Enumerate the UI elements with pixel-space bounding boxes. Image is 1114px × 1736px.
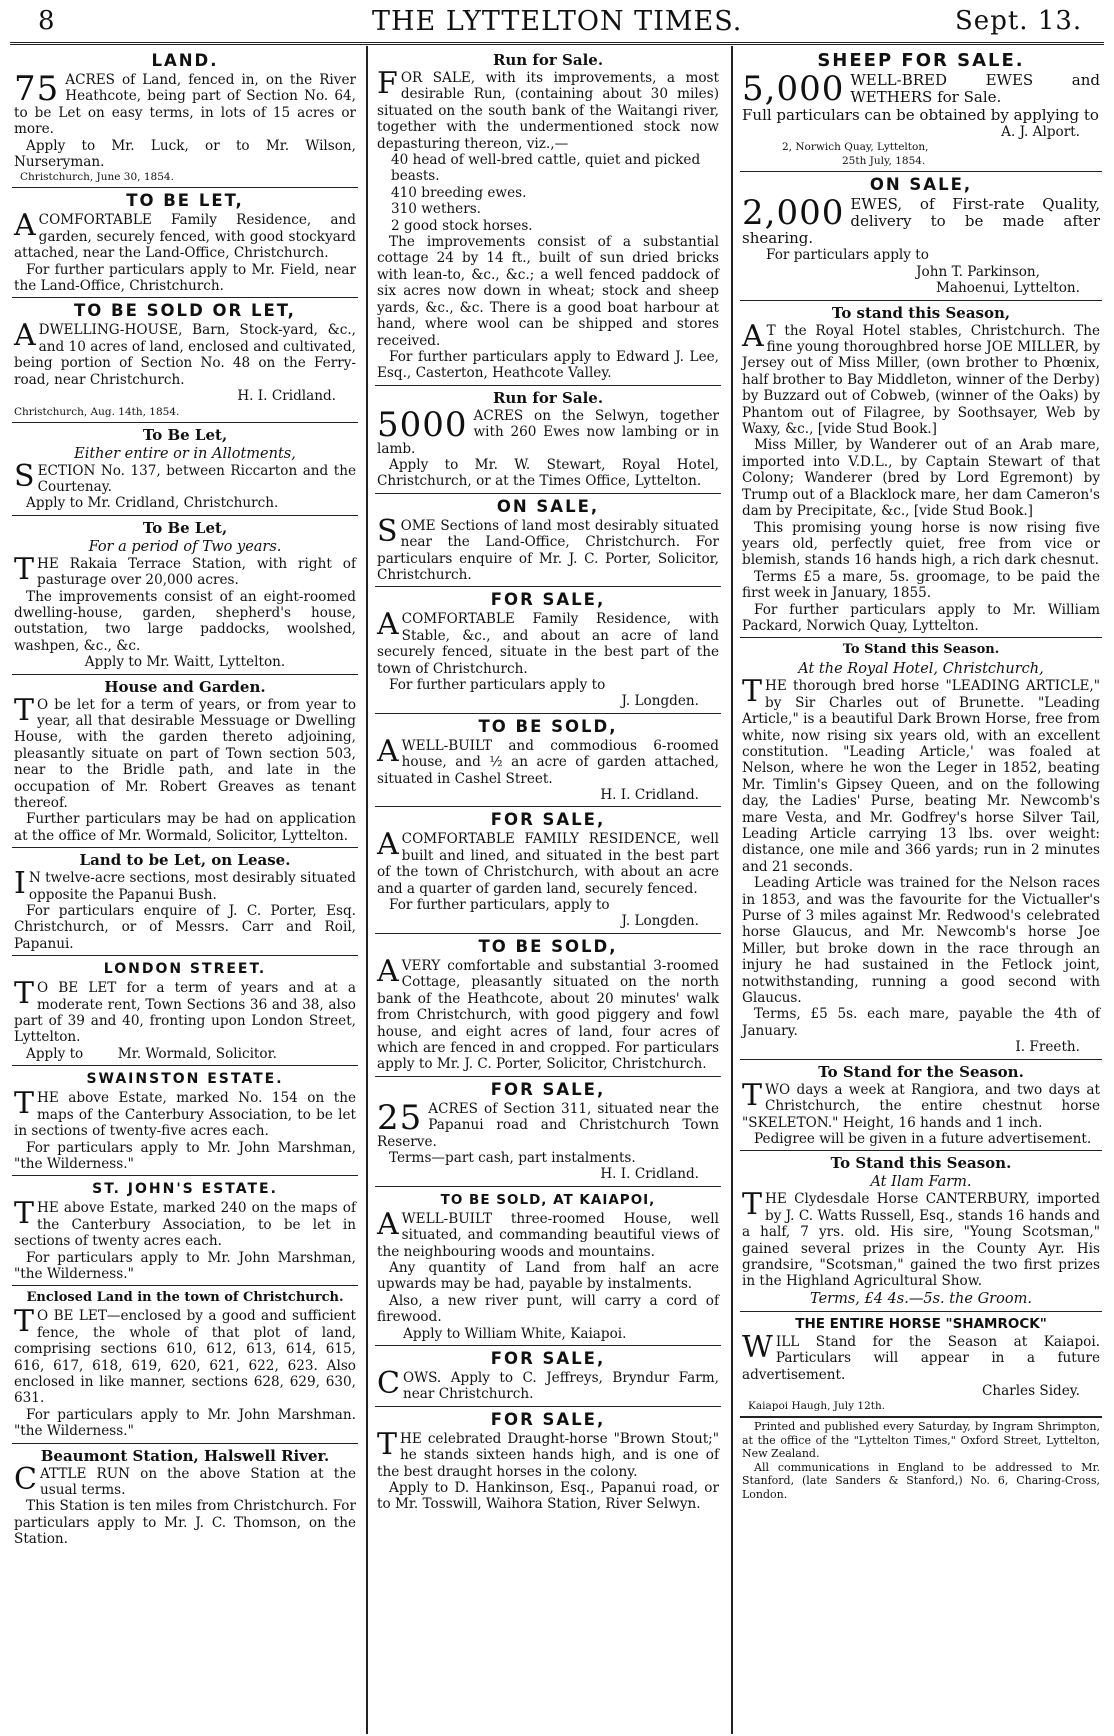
stock-item: 310 wethers.	[391, 201, 482, 218]
ad-text: O BE LET—enclosed by a good and sufficient fence, the whole of that plot of land, comprising sections 610, 612, 613, 614, 615, 616, 617, 618, 619, 620, 621, 622, 623. Also enclosed in like manner, sections 628, 629, 630, 631.	[14, 1308, 356, 1407]
column-2	[375, 48, 721, 1732]
ad-for-sale-section-311	[375, 1077, 721, 1187]
ad-text: For further particulars apply to Mr. William Packard, Norwich Quay, Lyttelton.	[742, 601, 1100, 634]
drop-cap: A	[377, 607, 399, 643]
ad-heading: ON SALE,	[869, 175, 973, 195]
ad-heading: FOR SALE,	[490, 1079, 606, 1099]
drop-cap: C	[377, 1366, 400, 1401]
ad-signature: A. J. Alport.	[1001, 124, 1080, 140]
ad-text: OME Sections of land most desirably situated near the Land-Office, Christchurch. For particulars enquire of Mr. J. C. Porter, Solicitor, Christchurch.	[377, 517, 719, 583]
column-divider	[366, 46, 368, 1734]
ad-text: Leading Article was trained for the Nelson races in 1853, and was the favourite for the Victualler's Purse of 3 miles against Mr. Redwood's celebrated horse Glaucus, and Mr. Newcomb's horse Joe Miller, but broke down in the race through an injury he had sustained in the Fetlock joint, notwithstanding, running a good second with Glaucus.	[742, 875, 1100, 1007]
ad-heading: TO BE LET,	[126, 191, 244, 211]
ad-text: For particulars apply to Mr. John Marshman, "the Wilderness."	[14, 1249, 356, 1282]
ad-text: For further particulars, apply to	[389, 897, 610, 914]
ad-heading: SHEEP FOR SALE.	[817, 50, 1025, 71]
ad-text: Further particulars may be had on application at the office of Mr. Wormald, Solicitor, Lyttelton.	[14, 811, 356, 844]
drop-cap: T	[14, 692, 35, 728]
column-divider	[731, 46, 733, 1734]
ad-lease	[12, 848, 358, 956]
ad-to-be-sold-cottage	[375, 934, 721, 1077]
ad-text: VERY comfortable and substantial 3-roomed Cottage, pleasantly situated on the north bank of the Heathcote, about 20 minutes' walk from Christchurch, with good piggery and fowl house, and eight acres of land, four acres of which are fenced in and cropped. For particulars apply to Mr. J. C. Porter, Solicitor, Christchurch.	[377, 957, 719, 1073]
ad-text: ECTION No. 137, between Riccarton and the Courtenay.	[37, 462, 356, 495]
drop-cap: I	[14, 866, 26, 902]
imprint-text: Printed and published every Saturday, by Ingram Shrimpton, at the office of the "Lyttelton Times," Oxford Street, Lyttelton, New Zealand.	[742, 1420, 1100, 1461]
drop-cap: A	[377, 953, 399, 989]
stock-item: 2 good stock horses.	[391, 217, 533, 234]
ad-on-sale	[375, 494, 721, 588]
issue-date: Sept. 13.	[955, 6, 1083, 36]
ad-text: ATTLE RUN on the above Station at the usual terms.	[39, 1465, 356, 1498]
page-header	[0, 0, 1114, 40]
ad-heading: FOR SALE,	[490, 810, 606, 830]
ad-for-sale-cows	[375, 1346, 721, 1407]
ad-text: For particulars apply to Mr. John Marshman. "the Wilderness."	[14, 1406, 356, 1440]
drop-cap: T	[742, 674, 763, 710]
ad-subheading: Either entire or in Allotments,	[74, 445, 296, 462]
ad-dateline: 25th July, 1854.	[842, 155, 926, 168]
ad-rakaia	[12, 516, 358, 675]
ad-text: The improvements consist of an eight-roomed dwelling-house, garden, shepherd's house, outstation, two large paddocks, woolshed, washpen, &c., &c.	[14, 588, 356, 654]
ad-kaiapoi-house	[375, 1187, 721, 1346]
ad-text: Apply to Mr. Luck, or to Mr. Wilson, Nurseryman.	[14, 137, 356, 171]
ad-text: HE Rakaia Terrace Station, with right of pasturage over 20,000 acres.	[37, 555, 356, 589]
drop-cap: T	[14, 551, 35, 587]
ad-text: ACRES of Land, fenced in, on the River Heathcote, being part of Section No. 64, to be Let on easy terms, in lots of 15 acres or more.	[14, 72, 356, 138]
ad-heading: ON SALE,	[496, 496, 600, 516]
ad-heading: Enclosed Land in the town of Christchurch.	[26, 1290, 344, 1306]
ad-signature: Mahoenui, Lyttelton.	[935, 280, 1080, 297]
ad-dateline: Christchurch, June 30, 1854.	[20, 171, 174, 184]
ad-text: O BE LET for a term of years and at a moderate rent, Town Sections 36 and 38, also part of 39 and 40, fronting upon London Street, Lyttelton.	[14, 980, 356, 1046]
drop-cap: F	[377, 66, 398, 101]
ad-text: ACRES on the Selwyn, together with 260 Ewes now lambing or in lamb.	[377, 407, 719, 457]
ad-signature: I. Freeth.	[1015, 1039, 1080, 1056]
ad-heading: LONDON STREET.	[103, 961, 267, 978]
ad-run-for-sale	[375, 48, 721, 386]
ad-for-sale-residence	[375, 587, 721, 713]
drop-cap: S	[377, 513, 398, 549]
ad-swainston	[12, 1066, 358, 1176]
ad-joe-miller	[740, 301, 1102, 639]
column-3	[740, 48, 1102, 1732]
ad-house-garden	[12, 675, 358, 849]
ad-text: WELL-BUILT and commodious 6-roomed house, and ½ an acre of garden attached, situated in Cashel Street.	[377, 737, 719, 787]
ad-heading: FOR SALE,	[490, 590, 606, 610]
ad-text: WO days a week at Rangiora, and two days at Christchurch, the entire chestnut horse "SKELETON." Height, 16 hands and 1 inch.	[742, 1081, 1100, 1131]
ad-beaumont	[12, 1444, 358, 1551]
ad-signature: J. Longden.	[621, 693, 699, 710]
drop-cap: W	[742, 1329, 773, 1365]
drop-cap: A	[14, 318, 36, 354]
ad-text: HE thorough bred horse "LEADING ARTICLE," by Sir Charles out of Brunette. "Leading Article," is a beautiful Dark Brown Horse, free from white, now rising six years old, with an excellent constitution. "Leading Article,' was foaled at Nelson, where he won the Leger in 1852, beating Mr. Timlin's Gipsey Queen, and on the following day, the Ladies' Purse, beating Mr. Newcomb's mare Vesta, and Mr. Godfrey's horse Silver Tail, Leading Article carrying 13 lbs. over weight: distance, one mile and 366 yards; run in 2 minutes and 21 seconds.	[742, 678, 1100, 875]
stock-item: 410 breeding ewes.	[391, 184, 527, 201]
drop-cap: A	[377, 1206, 399, 1242]
ad-london-street	[12, 956, 358, 1066]
ad-dateline: Christchurch, Aug. 14th, 1854.	[14, 405, 180, 418]
ad-enclosed-land	[12, 1286, 358, 1443]
ad-heading: TO BE SOLD, AT KAIAPOI,	[440, 1191, 656, 1208]
drop-cap: T	[14, 1086, 35, 1122]
ad-text: O be let for a term of years, or from year to year, all that desirable Messuage or Dwelling House, with the garden thereto adjoining, pleasantly situate on part of Town section 503, near to the Bridle path, and late in the occupation of Mr. Robert Greaves as tenant thereof.	[14, 696, 356, 811]
ad-heading: TO BE SOLD OR LET,	[74, 301, 296, 321]
ad-signature: H. I. Cridland.	[600, 787, 699, 804]
ad-text: Terms—part cash, part instalments.	[389, 1149, 636, 1166]
ad-text: Terms £5 a mare, 5s. groomage, to be paid the first week in January, 1855.	[742, 568, 1100, 602]
ad-text: Apply to Mr. Waitt, Lyttelton.	[84, 654, 286, 671]
drop-cap: S	[14, 458, 35, 494]
ad-land	[12, 48, 358, 188]
drop-cap: T	[14, 1196, 35, 1232]
ad-heading: To Stand this Season.	[830, 1154, 1012, 1173]
ad-text: OWS. Apply to C. Jeffreys, Bryndur Farm, near Christchurch.	[402, 1370, 719, 1403]
ad-st-johns	[12, 1176, 358, 1286]
ad-text: Full particulars can be obtained by applying to	[742, 106, 1099, 124]
ad-text: Apply to Mr. Cridland, Christchurch.	[26, 495, 279, 512]
drop-cap: C	[14, 1461, 37, 1497]
ad-text: The improvements consist of a substantial cottage 24 by 14 ft., built of sun dried bricks with lean-to, &c., &c.; a well fenced paddock of six acres now down in wheat; stock and sheep yards, &c., &c. There is a good boat harbour at hand, where wool can be shipped and stores received.	[377, 234, 719, 349]
ad-text: For particulars enquire of J. C. Porter, Esq. Christchurch, or of Messrs. Carr and Roil, Papanui.	[14, 903, 356, 952]
ad-sheep-for-sale	[740, 48, 1102, 172]
ad-text: This promising young horse is now rising five years old, perfectly quiet, free from vice or blemish, stands 16 hands high, a rich dark chesnut.	[742, 519, 1100, 569]
page-number: 8	[38, 6, 55, 36]
column-1	[12, 48, 358, 1732]
ad-number: 5000	[377, 404, 468, 445]
ad-signature: H. I. Cridland.	[237, 388, 336, 405]
ad-skeleton	[740, 1060, 1102, 1152]
drop-cap: A	[742, 318, 764, 354]
ad-number: 25	[377, 1097, 423, 1138]
ad-text: Also, a new river punt, will carry a cord of firewood.	[377, 1292, 719, 1326]
ad-signature: Charles Sidey.	[981, 1382, 1080, 1399]
ad-heading: To stand this Season,	[831, 303, 1011, 322]
ad-text: Terms, £5 5s. each mare, payable the 4th of January.	[742, 1006, 1100, 1039]
imprint	[740, 1417, 1102, 1504]
ad-text: ILL Stand for the Season at Kaiapoi. Particulars will appear in a future advertisement.	[742, 1333, 1100, 1383]
masthead-title: THE LYTTELTON TIMES.	[372, 6, 743, 37]
ad-text: N twelve-acre sections, most desirably situated opposite the Papanui Bush.	[28, 870, 356, 903]
ad-text: Apply to Mr. W. Stewart, Royal Hotel, Christchurch, or at the Times Office, Lyttelton.	[377, 456, 719, 490]
ad-heading: TO BE SOLD,	[478, 936, 618, 956]
ad-text: For further particulars apply to Mr. Field, near the Land-Office, Christchurch.	[14, 261, 356, 295]
ad-text: Pedigree will be given in a future advertisement.	[754, 1130, 1092, 1147]
ad-text: T the Royal Hotel stables, Christchurch. The fine young thoroughbred horse JOE MILLER, by Jersey out of Miss Miller, (own brother to Phœnix, half brother to Bay Middleton, winner of the Derby) by Buzzard out of Cobweb, (winner of the Oaks) by Phantom out of Filagree, by Soothsayer, Web by Waxy, &c., [vide Stud Book.]	[742, 322, 1100, 438]
drop-cap: T	[742, 1187, 763, 1223]
ad-leading-article	[740, 638, 1102, 1059]
drop-cap: T	[14, 976, 35, 1012]
ad-heading: SWAINSTON ESTATE.	[86, 1071, 284, 1088]
ad-signature: John T. Parkinson,	[916, 263, 1040, 280]
ad-text: EWES, of First-rate Quality, delivery to be made after shearing.	[742, 195, 1100, 248]
ad-text: WELL-BRED EWES and WETHERS for Sale.	[850, 71, 1100, 106]
ad-subheading: At Ilam Farm.	[870, 1174, 972, 1191]
ad-run-selwyn	[375, 386, 721, 494]
ad-number: 5,000	[742, 69, 845, 109]
ad-heading: To Be Let,	[142, 518, 228, 537]
ad-text: WELL-BUILT three-roomed House, well situated, and commanding beautiful views of the neighbouring woods and mountains.	[377, 1210, 719, 1260]
stock-item: 40 head of well-bred cattle, quiet and picked beasts.	[391, 152, 701, 185]
ad-heading: Beaumont Station, Halswell River.	[40, 1446, 330, 1465]
ad-heading: Land to be Let, on Lease.	[79, 851, 291, 870]
ad-to-be-let	[12, 188, 358, 298]
ad-heading: FOR SALE,	[490, 1349, 606, 1368]
ad-heading: Run for Sale.	[492, 51, 604, 69]
ad-heading: Run for Sale.	[492, 388, 604, 407]
ad-heading: To Stand this Season.	[842, 642, 1000, 658]
ad-number: 2,000	[742, 193, 845, 234]
ad-text: For further particulars apply to Edward J. Lee, Esq., Casterton, Heathcote Valley.	[377, 348, 719, 382]
ad-text: This Station is ten miles from Christchurch. For particulars apply to Mr. J. C. Thomson, on the Station.	[14, 1498, 356, 1548]
ad-text: For particulars apply to	[766, 247, 929, 264]
drop-cap: T	[742, 1077, 763, 1113]
ad-text: Apply to William White, Kaiapoi.	[403, 1325, 627, 1342]
ad-heading: LAND.	[151, 51, 219, 70]
ad-canterbury	[740, 1151, 1102, 1311]
drop-cap: A	[377, 733, 399, 769]
ad-dateline: Kaiapoi Haugh, July 12th.	[748, 1400, 886, 1413]
ad-heading: House and Garden.	[104, 677, 266, 696]
ad-heading: ST. JOHN'S ESTATE.	[92, 1181, 278, 1198]
ad-signature: H. I. Cridland.	[600, 1166, 699, 1183]
ad-text: COMFORTABLE FAMILY RESIDENCE, well built and lined, and situated in the best part of the town of Christchurch, with about an acre and a quarter of garden land, securely fenced.	[377, 831, 719, 897]
ad-heading: To Be Let,	[142, 425, 228, 444]
drop-cap: A	[14, 208, 36, 244]
ad-section-137	[12, 423, 358, 516]
ad-text: COMFORTABLE Family Residence, and garden, securely fenced, with good stockyard attached, near the Land-Office, Christchurch.	[14, 212, 356, 262]
header-rule	[10, 42, 1104, 45]
ad-signature: J. Longden.	[621, 913, 699, 930]
ad-dateline: 2, Norwich Quay, Lyttelton,	[782, 141, 929, 154]
ad-text: OR SALE, with its improvements, a most desirable Run, (containing about 30 miles) situated on the south bank of the Waitangi river, together with the undermentioned stock now depasturing thereon, viz.,—	[377, 70, 719, 152]
ad-text: Apply to D. Hankinson, Esq., Papanui road, or to Mr. Tosswill, Waihora Station, River Selwyn.	[377, 1480, 719, 1513]
ad-text: COMFORTABLE Family Residence, with Stable, &c., and about an acre of land securely fenced, situate in the best part of the town of Christchurch.	[377, 611, 719, 677]
ad-text: HE above Estate, marked 240 on the maps of the Canterbury Association, to be let in sections of twenty acres each.	[14, 1200, 356, 1250]
imprint-text: All communications in England to be addressed to Mr. Stanford, (late Sanders & Stanford,) No. 6, Charing-Cross, London.	[742, 1460, 1100, 1501]
ad-text: HE above Estate, marked No. 154 on the maps of the Canterbury Association, to be let in sections of twenty-five acres each.	[14, 1090, 356, 1140]
ad-heading: To Stand for the Season.	[818, 1062, 1024, 1081]
ad-heading: TO BE SOLD,	[478, 716, 618, 736]
drop-cap: T	[377, 1426, 398, 1462]
ad-ewes-on-sale	[740, 172, 1102, 300]
ad-subheading: For a period of Two years.	[88, 538, 282, 555]
ad-text: For particulars apply to Mr. John Marshman, "the Wilderness."	[14, 1139, 356, 1172]
ad-heading: FOR SALE,	[490, 1409, 606, 1429]
ad-number: 75	[14, 69, 60, 109]
ad-to-be-sold-cashel	[375, 714, 721, 808]
ad-text: ACRES of Section 311, situated near the Papanui road and Christchurch Town Reserve.	[377, 1100, 719, 1150]
ad-text: Miss Miller, by Wanderer out of an Arab mare, imported into V.D.L., by Captain Stewart of that Colony; Wanderer (bred by Lord Egremont) by Trump out of a Blacklock mare, her dam Cameron's dam by Precipitate, &c., [vide Stud Book.]	[742, 437, 1100, 520]
ad-sold-or-let	[12, 298, 358, 422]
ad-subheading: At the Royal Hotel, Christchurch,	[798, 661, 1044, 678]
ad-text: Apply to Mr. Wormald, Solicitor.	[26, 1045, 277, 1062]
ad-text: HE celebrated Draught-horse "Brown Stout;" he stands sixteen hands high, and is one of the best draught horses in the colony.	[377, 1430, 719, 1480]
ad-text: DWELLING-HOUSE, Barn, Stock-yard, &c., and 10 acres of land, enclosed and cultivated, being portion of Section No. 48 on the Ferry-road, near Christchurch.	[14, 322, 356, 388]
drop-cap: T	[14, 1304, 35, 1340]
ad-brown-stout	[375, 1407, 721, 1516]
ad-shamrock	[740, 1312, 1102, 1418]
drop-cap: A	[377, 827, 399, 863]
ad-text: Any quantity of Land from half an acre upwards may be had, payable by instalments.	[377, 1259, 719, 1293]
ad-text: For further particulars apply to	[389, 677, 606, 693]
ad-for-sale-family	[375, 807, 721, 933]
ad-heading: THE ENTIRE HORSE "SHAMROCK"	[795, 1315, 1047, 1332]
ad-text: HE Clydesdale Horse CANTERBURY, imported by J. C. Watts Russell, Esq., stands 16 hands and a half, 7 yrs. old. His sire, "Young Scotsman," gained several prizes in the County Ayr. His grandsire, "Scotsman," gained the two first prizes in the Highland Agricultural Show.	[742, 1191, 1100, 1290]
ad-terms: Terms, £4 4s.—5s. the Groom.	[810, 1290, 1032, 1307]
